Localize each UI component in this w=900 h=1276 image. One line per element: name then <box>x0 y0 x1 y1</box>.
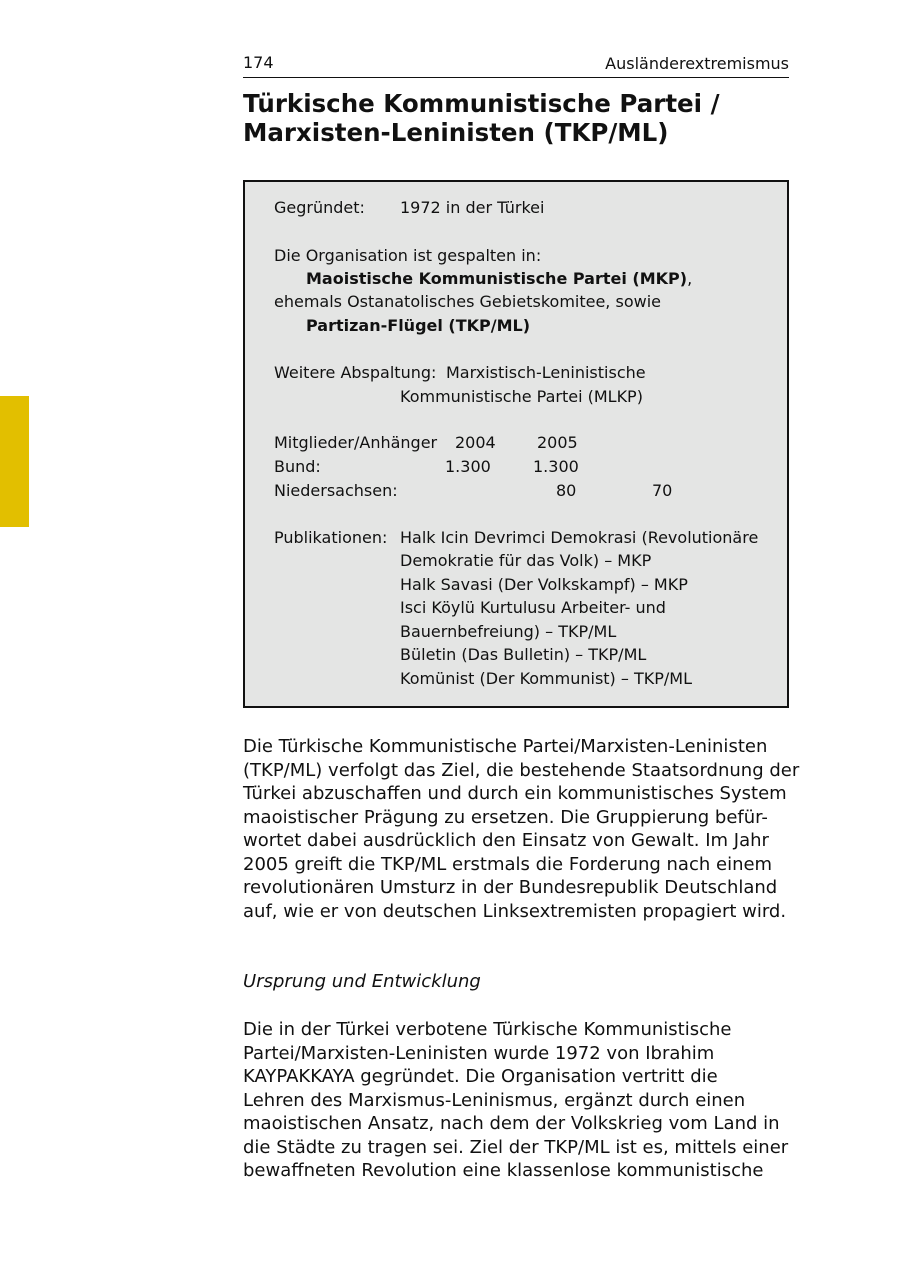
paragraph-line: revolutionären Umsturz in der Bundesrepublik Deutschland <box>243 877 778 898</box>
members-year-2005: 2005 <box>537 433 578 452</box>
fact-box <box>243 180 789 708</box>
origin-paragraph <box>243 1018 803 1183</box>
faction-1 <box>306 269 692 289</box>
further-split-line: Kommunistische Partei (MLKP) <box>400 387 643 406</box>
publication-line: Bületin (Das Bulletin) – TKP/ML <box>400 645 647 664</box>
faction-1-name: Maoistische Kommunistische Partei (MKP) <box>306 269 688 288</box>
further-split-label: Weitere Abspaltung: <box>274 363 437 382</box>
founded-value: 1972 in der Türkei <box>400 198 545 217</box>
page-header <box>243 53 789 78</box>
members-row-label: Niedersachsen: <box>274 481 398 500</box>
chapter-tab-marker <box>0 396 29 527</box>
publication-line: Halk Icin Devrimci Demokrasi (Revolutionäre <box>400 528 759 547</box>
founded-label: Gegründet: <box>274 198 365 217</box>
paragraph-line: (TKP/ML) verfolgt das Ziel, die bestehende Staatsordnung der <box>243 759 800 781</box>
publication-line: Bauernbefreiung) – TKP/ML <box>400 622 617 641</box>
paragraph-line: KAYPAKKAYA gegründet. Die Organisation vertritt die <box>243 1066 718 1087</box>
members-row-label: Bund: <box>274 457 321 476</box>
paragraph-line: maoistischer Prägung zu ersetzen. Die Gruppierung befür- <box>243 806 768 828</box>
publication-line: Isci Köylü Kurtulusu Arbeiter- und <box>400 598 666 617</box>
paragraph-line: die Städte zu tragen sei. Ziel der TKP/ML ist es, mittels einer <box>243 1136 789 1158</box>
publications-label: Publikationen: <box>274 528 388 547</box>
paragraph-line: Türkei abzuschaffen und durch ein kommunistisches System <box>243 783 787 804</box>
publication-line: Demokratie für das Volk) – MKP <box>400 551 652 570</box>
section-title <box>243 89 803 147</box>
intro-paragraph <box>243 735 803 923</box>
paragraph-line: maoistischen Ansatz, nach dem der Volkskrieg vom Land in <box>243 1113 780 1134</box>
faction-2-name: Partizan-Flügel (TKP/ML) <box>306 316 531 335</box>
publication-line: Halk Savasi (Der Volkskampf) – MKP <box>400 575 688 594</box>
members-year-2004: 2004 <box>455 433 496 452</box>
split-intro: Die Organisation ist gespalten in: <box>274 246 542 265</box>
paragraph-line: Lehren des Marxismus-Leninismus, ergänzt durch einen <box>243 1089 746 1111</box>
subheading: Ursprung und Entwicklung <box>243 971 481 992</box>
members-value-2004: 1.300 <box>445 457 491 476</box>
members-value-2005: 80 <box>556 481 577 500</box>
page-number: 174 <box>243 53 274 72</box>
further-split-line: Marxistisch-Leninistische <box>446 363 646 382</box>
paragraph-line: Die Türkische Kommunistische Partei/Marxisten-Leninisten <box>243 736 768 757</box>
members-value-extra: 70 <box>652 481 673 500</box>
publication-line: Komünist (Der Kommunist) – TKP/ML <box>400 669 692 688</box>
running-head: Ausländerextremismus <box>605 54 789 73</box>
section-title-line: Türkische Kommunistische Partei / <box>243 89 720 118</box>
paragraph-line: auf, wie er von deutschen Linksextremisten propagiert wird. <box>243 900 787 922</box>
paragraph-line: Die in der Türkei verbotene Türkische Kommunistische <box>243 1019 732 1040</box>
section-title-line: Marxisten-Leninisten (TKP/ML) <box>243 118 669 147</box>
members-value-2005: 1.300 <box>533 457 579 476</box>
paragraph-line: 2005 greift die TKP/ML erstmals die Forderung nach einem <box>243 853 773 875</box>
paragraph-line: Partei/Marxisten-Leninisten wurde 1972 von Ibrahim <box>243 1042 715 1064</box>
paragraph-line: wortet dabei ausdrücklich den Einsatz von Gewalt. Im Jahr <box>243 830 769 851</box>
faction-1-comma: , <box>687 269 693 288</box>
faction-1-note: ehemals Ostanatolisches Gebietskomitee, sowie <box>274 292 661 311</box>
members-label: Mitglieder/Anhänger <box>274 433 438 452</box>
paragraph-line: bewaffneten Revolution eine klassenlose kommunistische <box>243 1160 764 1181</box>
